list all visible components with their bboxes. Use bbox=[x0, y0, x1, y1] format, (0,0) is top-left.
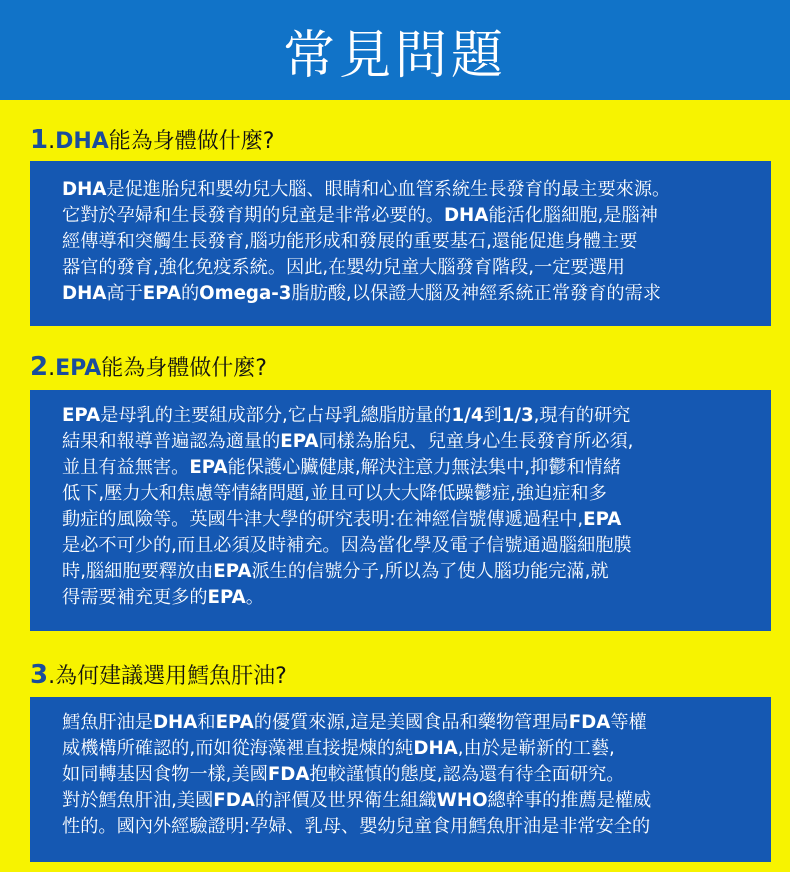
text-run: 。 bbox=[245, 587, 264, 608]
text-run: 如同轉基因食物一樣,美國 bbox=[62, 764, 268, 785]
text-run: 是必不可少的,而且必須及時補充。因為當化學及電子信號通過腦細胞膜 bbox=[62, 535, 632, 556]
text-run: 是母乳的主要組成部分,它占母乳總脂肪量的 bbox=[100, 405, 452, 426]
text-run: 經傳導和突觸生長發育,腦功能形成和發展的重要基石,還能促進身體主要 bbox=[62, 231, 638, 252]
answer-line bbox=[62, 814, 755, 840]
keyword: 1/3 bbox=[501, 405, 534, 426]
text-run: 總幹事的推薦是權威 bbox=[487, 790, 652, 811]
keyword: FDA bbox=[267, 764, 310, 785]
answer-line bbox=[62, 533, 755, 559]
heading-text: 能為身體做什麼? bbox=[101, 356, 267, 381]
question-title bbox=[48, 356, 267, 381]
keyword: Omega-3 bbox=[199, 283, 292, 304]
page-title: 常見問題 bbox=[282, 25, 507, 86]
text-run: 高于 bbox=[106, 283, 143, 304]
text-run: 和 bbox=[197, 712, 216, 733]
answer-line bbox=[62, 710, 755, 736]
answer-line bbox=[62, 507, 755, 533]
text-run: 得需要補充更多的 bbox=[62, 587, 208, 608]
text-run: 它對於孕婦和生長發育期的兒童是非常必要的。 bbox=[62, 205, 444, 226]
answer-line bbox=[62, 281, 755, 307]
answer-line bbox=[62, 585, 755, 611]
question-number: 2 bbox=[30, 352, 49, 382]
text-run: 是促進胎兒和嬰幼兒大腦、眼睛和心血管系統生長發育的最主要來源。 bbox=[106, 179, 671, 200]
text-run: 低下,壓力大和焦慮等情緒問題,並且可以大大降低躁鬱症,強迫症和多 bbox=[62, 483, 607, 504]
text-run: 的優質來源,這是美國食品和藥物管理局 bbox=[253, 712, 569, 733]
question-1-heading bbox=[30, 124, 274, 155]
text-run: 時,腦細胞要釋放由 bbox=[62, 561, 214, 582]
text-run: 同樣為胎兒、兒童身心生長發育所必須, bbox=[318, 431, 634, 452]
question-title bbox=[48, 664, 287, 689]
answer-line bbox=[62, 403, 755, 429]
question-2-heading bbox=[30, 351, 267, 382]
keyword: DHA bbox=[62, 283, 107, 304]
keyword: 1/4 bbox=[451, 405, 484, 426]
text-run: ,現有的研究 bbox=[533, 405, 631, 426]
answer-line bbox=[62, 455, 755, 481]
text-run: 的評價及世界衛生組織 bbox=[254, 790, 437, 811]
text-run: 器官的發育,強化免疫系統。因此,在嬰幼兒童大腦發育階段,一定要選用 bbox=[62, 257, 625, 278]
text-run: 到 bbox=[483, 405, 502, 426]
text-run: 性的。國內外經驗證明:孕婦、乳母、嬰幼兒童食用鱈魚肝油是非常安全的 bbox=[62, 816, 651, 837]
keyword: DHA bbox=[152, 712, 198, 733]
answer-3-panel bbox=[30, 697, 771, 862]
text-run: 抱較謹慎的態度,認為還有待全面研究。 bbox=[309, 764, 625, 785]
keyword: DHA bbox=[443, 205, 489, 226]
heading-text: 能為身體做什麼? bbox=[108, 129, 275, 154]
keyword: EPA bbox=[207, 587, 246, 608]
answer-line bbox=[62, 203, 755, 229]
text-run: ,由於是嶄新的工藝, bbox=[457, 738, 615, 759]
keyword: EPA bbox=[62, 405, 101, 426]
heading-text: .為何建議選用鱈魚肝油? bbox=[48, 664, 287, 689]
text-run: 能保護心臟健康,解決注意力無法集中,抑鬱和情緒 bbox=[227, 457, 622, 478]
answer-line bbox=[62, 177, 755, 203]
text-run: 派生的信號分子,所以為了使人腦功能完滿,就 bbox=[251, 561, 609, 582]
heading-text: . bbox=[48, 129, 56, 154]
heading-keyword: EPA bbox=[55, 356, 102, 381]
keyword: EPA bbox=[583, 509, 622, 530]
keyword: DHA bbox=[62, 179, 107, 200]
question-title bbox=[48, 129, 274, 154]
keyword: EPA bbox=[142, 283, 181, 304]
text-run: 結果和報導普遍認為適量的 bbox=[62, 431, 281, 452]
question-number: 3 bbox=[30, 660, 49, 690]
text-run: 能活化腦細胞,是腦神 bbox=[488, 205, 658, 226]
answer-1-panel bbox=[30, 161, 771, 326]
answer-line bbox=[62, 255, 755, 281]
answer-2-panel bbox=[30, 390, 771, 631]
text-run: 並且有益無害。 bbox=[62, 457, 190, 478]
answer-line bbox=[62, 736, 755, 762]
heading-text: . bbox=[48, 356, 56, 381]
heading-keyword: DHA bbox=[55, 129, 109, 154]
text-run: 動症的風險等。英國牛津大學的研究表明:在神經信號傳遞過程中, bbox=[62, 509, 584, 530]
keyword: FDA bbox=[213, 790, 255, 811]
answer-line bbox=[62, 229, 755, 255]
keyword: EPA bbox=[280, 431, 319, 452]
text-run: 脂肪酸,以保證大腦及神經系統正常發育的需求 bbox=[291, 283, 661, 304]
page-header bbox=[0, 0, 790, 100]
answer-line bbox=[62, 559, 755, 585]
question-3-heading bbox=[30, 659, 287, 690]
keyword: EPA bbox=[213, 561, 252, 582]
answer-line bbox=[62, 481, 755, 507]
keyword: EPA bbox=[189, 457, 228, 478]
text-run: 鱈魚肝油是 bbox=[62, 712, 153, 733]
keyword: EPA bbox=[215, 712, 254, 733]
keyword: FDA bbox=[568, 712, 611, 733]
answer-line bbox=[62, 788, 755, 814]
text-run: 威機構所確認的,而如從海藻裡直接提煉的純 bbox=[62, 738, 414, 759]
question-number: 1 bbox=[30, 125, 49, 155]
answer-line bbox=[62, 429, 755, 455]
keyword: WHO bbox=[436, 790, 488, 811]
text-run: 的 bbox=[180, 283, 200, 304]
text-run: 對於鱈魚肝油,美國 bbox=[62, 790, 214, 811]
keyword: DHA bbox=[413, 738, 458, 759]
answer-line bbox=[62, 762, 755, 788]
text-run: 等權 bbox=[610, 712, 647, 733]
